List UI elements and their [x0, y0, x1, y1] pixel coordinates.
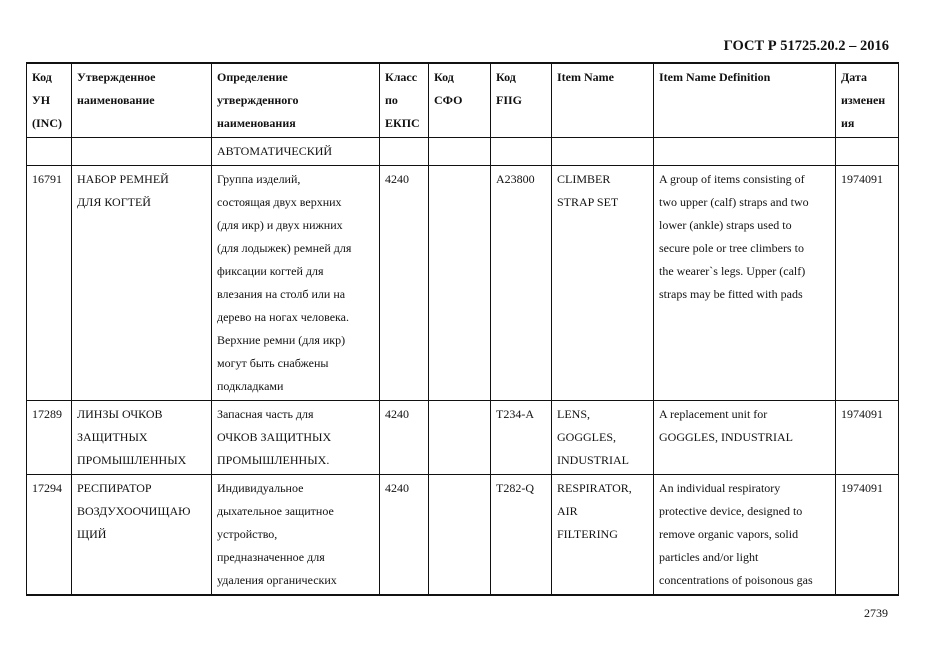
- cell-definition: Группа изделий, состоящая двух верхних (для икр) и двух нижних (для лодыжек) ремней для фиксации когтей для влезания на столб или на дерево на ногах человека. Верхние ремни (для икр) могут быть снабжены подкладками: [212, 166, 380, 401]
- document-code: ГОСТ Р 51725.20.2 – 2016: [723, 38, 889, 54]
- cell-class: 4240: [380, 401, 429, 475]
- table-row: [27, 166, 899, 401]
- cell-name: ЛИНЗЫ ОЧКОВ ЗАЩИТНЫХ ПРОМЫШЛЕННЫХ: [72, 401, 212, 475]
- cell-class: 4240: [380, 166, 429, 401]
- cell-item-definition: A replacement unit for GOGGLES, INDUSTRIAL: [654, 401, 836, 475]
- header-sfo: Код СФО: [429, 63, 491, 138]
- cell-inc: 17294: [27, 475, 72, 596]
- header-item-name: Item Name: [552, 63, 654, 138]
- cell-item-definition: A group of items consisting of two upper (calf) straps and two lower (ankle) straps used to secure pole or tree climbers to the wearer`s legs. Upper (calf) straps may be fitted with pads: [654, 166, 836, 401]
- cell-name: НАБОР РЕМНЕЙ ДЛЯ КОГТЕЙ: [72, 166, 212, 401]
- cell-class: 4240: [380, 475, 429, 596]
- table-row: [27, 401, 899, 475]
- header-date: Дата изменен ия: [836, 63, 899, 138]
- table-row: [27, 475, 899, 596]
- cell-fiig: T234-A: [491, 401, 552, 475]
- cell-item-name: CLIMBER STRAP SET: [552, 166, 654, 401]
- header-definition: Определение утвержденного наименования: [212, 63, 380, 138]
- cell-inc: 16791: [27, 166, 72, 401]
- cell-sfo: [429, 475, 491, 596]
- cell-date: 1974091: [836, 475, 899, 596]
- cell-date: 1974091: [836, 166, 899, 401]
- page-number: 2739: [864, 606, 888, 620]
- continuation-text: АВТОМАТИЧЕСКИЙ: [212, 138, 380, 166]
- cell-sfo: [429, 401, 491, 475]
- cell-sfo: [429, 166, 491, 401]
- header-item-definition: Item Name Definition: [654, 63, 836, 138]
- cell-date: 1974091: [836, 401, 899, 475]
- items-table: [26, 62, 899, 596]
- header-approved-name: Утвержденное наименование: [72, 63, 212, 138]
- cell-fiig: A23800: [491, 166, 552, 401]
- cell-inc: 17289: [27, 401, 72, 475]
- cell-item-definition: An individual respiratory protective device, designed to remove organic vapors, solid particles and/or light concentrations of poisonous gas: [654, 475, 836, 596]
- cell-fiig: T282-Q: [491, 475, 552, 596]
- header-inc: Код УН (INC): [27, 63, 72, 138]
- cell-name: РЕСПИРАТОР ВОЗДУХООЧИЩАЮ ЩИЙ: [72, 475, 212, 596]
- cell-definition: Запасная часть для ОЧКОВ ЗАЩИТНЫХ ПРОМЫШЛЕННЫХ.: [212, 401, 380, 475]
- header-class: Класс по ЕКПС: [380, 63, 429, 138]
- table-header-row: [27, 63, 899, 138]
- cell-definition: Индивидуальное дыхательное защитное устройство, предназначенное для удаления органических: [212, 475, 380, 596]
- table-row-continuation: [27, 138, 899, 166]
- header-fiig: Код FIIG: [491, 63, 552, 138]
- cell-item-name: RESPIRATOR, AIR FILTERING: [552, 475, 654, 596]
- cell-item-name: LENS, GOGGLES, INDUSTRIAL: [552, 401, 654, 475]
